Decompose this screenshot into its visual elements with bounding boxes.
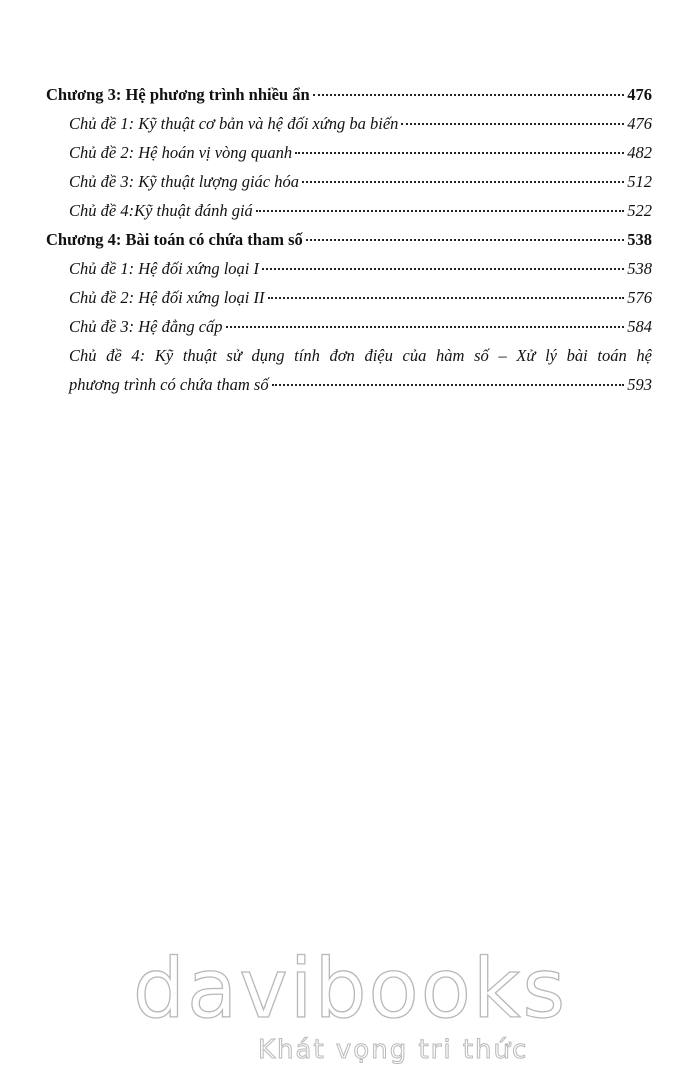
dot-leader [226, 325, 625, 328]
dot-leader [268, 296, 625, 299]
dot-leader [256, 209, 624, 212]
toc-entry-page: 512 [627, 172, 652, 191]
toc-entry-page: 576 [627, 288, 652, 307]
dot-leader [302, 180, 624, 183]
dot-leader [313, 93, 625, 96]
toc-entry-page: 538 [627, 230, 652, 249]
dot-leader [262, 267, 624, 270]
toc-entry-title: Chương 3: Hệ phương trình nhiều ẩn [46, 85, 310, 104]
toc-entry-page: 476 [627, 114, 652, 133]
toc-entry-title-line2: phương trình có chứa tham số [69, 375, 269, 394]
toc-entry-page: 522 [627, 201, 652, 220]
toc-entry-title-line1: Chủ đề 4: Kỹ thuật sử dụng tính đơn điệu của hàm số – Xử lý bài toán hệ [69, 346, 652, 365]
toc-entry-title: Chủ đề 4:Kỹ thuật đánh giá [69, 201, 253, 220]
dot-leader [295, 151, 624, 154]
dot-leader [401, 122, 624, 125]
toc-entry-page: 482 [627, 143, 652, 162]
toc-topic [46, 196, 652, 225]
toc-topic [46, 167, 652, 196]
toc-topic [46, 283, 652, 312]
toc-entry-title: Chủ đề 1: Kỹ thuật cơ bản và hệ đối xứng ba biến [69, 114, 399, 133]
toc-entry-page: 538 [627, 259, 652, 278]
toc-topic-multiline [46, 341, 652, 399]
dot-leader [306, 238, 625, 241]
toc-topic [46, 109, 652, 138]
table-of-contents [46, 80, 652, 399]
toc-topic [46, 312, 652, 341]
toc-entry-title: Chủ đề 1: Hệ đối xứng loại I [69, 259, 260, 278]
toc-entry-title: Chủ đề 3: Kỹ thuật lượng giác hóa [69, 172, 299, 191]
toc-chapter-3 [46, 80, 652, 109]
toc-entry-page: 584 [627, 317, 652, 336]
toc-entry-page: 593 [627, 375, 652, 394]
toc-entry-page: 476 [627, 85, 652, 104]
watermark-slogan: Khát vọng tri thức [258, 1035, 529, 1065]
toc-topic [46, 254, 652, 283]
toc-entry-title: Chủ đề 2: Hệ đối xứng loại II [69, 288, 265, 307]
toc-entry-line2 [69, 370, 652, 399]
toc-topic [46, 138, 652, 167]
toc-entry-title: Chương 4: Bài toán có chứa tham số [46, 230, 303, 249]
toc-entry-title: Chủ đề 2: Hệ hoán vị vòng quanh [69, 143, 293, 162]
dot-leader [272, 383, 625, 386]
toc-chapter-4 [46, 225, 652, 254]
watermark [0, 942, 700, 1065]
toc-entry-title: Chủ đề 3: Hệ đẳng cấp [69, 317, 223, 336]
watermark-brand: davibooks [132, 942, 568, 1037]
